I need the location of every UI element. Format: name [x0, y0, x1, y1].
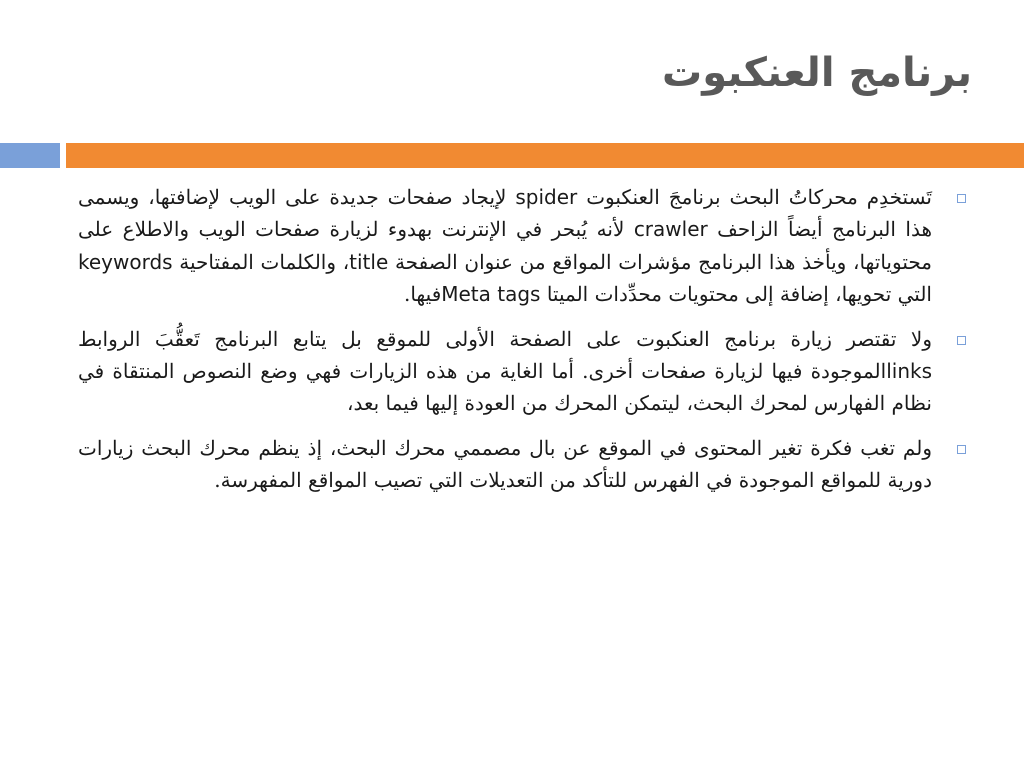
term-spider: spider: [515, 185, 578, 209]
term-keywords: keywords: [78, 249, 173, 274]
bullet-text: ، والكلمات المفتاحية: [172, 249, 350, 274]
bullet-text: ولم تغب فكرة تغير المحتوى في الموقع عن بال مصممي محرك البحث، إذ ينظم محرك البحث زيارات دورية للمواقع الموجودة في الفهرس للتأكد من التعديلات التي تصيب المواقع المفهرسة.: [78, 435, 932, 493]
bullet-text: ولا تقتصر زيارة برنامج العنكبوت على الصفحة الأولى للموقع بل يتابع البرنامج تَعقُّبَ الروابط: [78, 326, 932, 351]
bullet-item-spider: [78, 181, 966, 311]
accent-band-right: [66, 143, 1024, 168]
slide-title: برنامج العنكبوت: [662, 50, 972, 96]
bullet-text: فيها.: [403, 282, 442, 307]
square-bullet-icon: [957, 445, 966, 454]
term-title: title: [349, 249, 389, 274]
slide-content: [78, 181, 966, 509]
bullet-text: تَستخدِم محركاتُ البحث برنامجَ العنكبوت: [577, 185, 932, 209]
bullet-text: لإيجاد صفحات جديدة على الويب لإضافتها، ويسمى هذا البرنامج أيضاً الزاحف: [78, 185, 933, 242]
bullet-text: الموجودة فيها لزيارة صفحات أخرى. أما الغاية من هذه الزيارات فهي وضع النصوص المنتقاة في نظام الفهارس لمحرك البحث، ليتمكن المحرك من العودة إليها فيما بعد،: [78, 358, 932, 416]
bullet-item-updates: [78, 432, 966, 497]
term-links: links: [886, 358, 932, 383]
accent-band-left: [0, 143, 60, 168]
bullet-text: لأنه يُبحر في الإنترنت بهدوء لزيارة صفحات الويب والاطلاع على محتوياتها، ويأخذ هذا البرنامج مؤشرات المواقع من عنوان الصفحة: [78, 217, 932, 274]
square-bullet-icon: [957, 194, 966, 203]
term-meta-tags: Meta tags: [441, 282, 541, 307]
bullet-text: التي تحويها، إضافة إلى محتويات محدِّدات الميتا: [540, 282, 932, 307]
square-bullet-icon: [957, 336, 966, 345]
term-crawler: crawler: [633, 217, 708, 242]
bullet-item-links: [78, 323, 966, 420]
